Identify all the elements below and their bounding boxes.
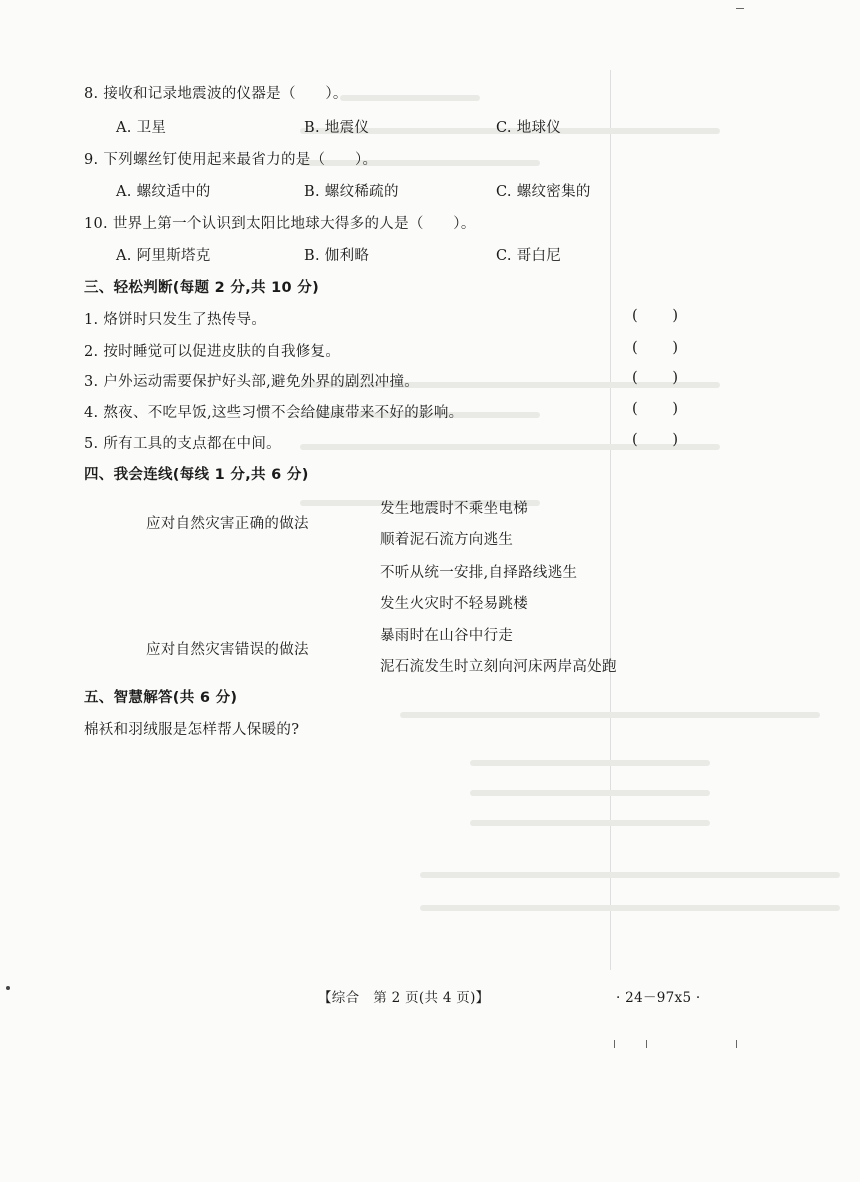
judge-item-3: 3. 户外运动需要保护好头部,避免外界的剧烈冲撞。	[84, 374, 420, 390]
scan-dot	[6, 986, 10, 990]
question-9-option-c: C. 螺纹密集的	[496, 184, 591, 200]
judge-item-5: 5. 所有工具的支点都在中间。	[84, 436, 281, 452]
judge-item-4: 4. 熬夜、不吃早饭,这些习惯不会给健康带来不好的影响。	[84, 405, 464, 421]
judge-item-2: 2. 按时睡觉可以促进皮肤的自我修复。	[84, 344, 341, 360]
question-8-option-a: A. 卫星	[116, 120, 167, 136]
bleed-through-text	[470, 790, 710, 796]
answer-paren-1[interactable]: ( )	[632, 308, 678, 324]
page-code: · 24－97x5 ·	[616, 990, 701, 1006]
question-8-option-b: B. 地震仪	[304, 120, 370, 136]
bleed-through-text	[420, 905, 840, 911]
judge-item-1: 1. 烙饼时只发生了热传导。	[84, 312, 267, 328]
match-left-correct[interactable]: 应对自然灾害正确的做法	[146, 516, 309, 532]
page-footer: 【综合 第 2 页(共 4 页)】	[318, 990, 490, 1006]
section-5-title: 五、智慧解答(共 6 分)	[84, 690, 238, 706]
bleed-through-text	[400, 712, 820, 718]
match-right-item-4[interactable]: 发生火灾时不轻易跳楼	[380, 596, 528, 612]
match-left-wrong[interactable]: 应对自然灾害错误的做法	[146, 642, 309, 658]
scan-tick	[736, 8, 744, 9]
bleed-through-text	[470, 760, 710, 766]
question-9-option-a: A. 螺纹适中的	[116, 184, 211, 200]
question-10-option-a: A. 阿里斯塔克	[116, 248, 211, 264]
match-right-item-3[interactable]: 不听从统一安排,自择路线逃生	[380, 565, 578, 581]
scan-tick	[736, 1040, 737, 1048]
answer-paren-5[interactable]: ( )	[632, 432, 678, 448]
section-5-question: 棉袄和羽绒服是怎样帮人保暖的?	[84, 722, 300, 738]
bleed-through-text	[470, 820, 710, 826]
match-right-item-1[interactable]: 发生地震时不乘坐电梯	[380, 501, 528, 517]
bleed-through-text	[340, 95, 480, 101]
bleed-through-text	[420, 872, 840, 878]
answer-paren-4[interactable]: ( )	[632, 401, 678, 417]
match-right-item-2[interactable]: 顺着泥石流方向逃生	[380, 532, 514, 548]
question-10-option-b: B. 伽利略	[304, 248, 370, 264]
section-4-title: 四、我会连线(每线 1 分,共 6 分)	[84, 467, 309, 483]
question-8-stem: 8. 接收和记录地震波的仪器是（ ）。	[84, 86, 348, 102]
question-10-option-c: C. 哥白尼	[496, 248, 562, 264]
scan-tick	[614, 1040, 615, 1048]
section-3-title: 三、轻松判断(每题 2 分,共 10 分)	[84, 280, 320, 296]
question-10-stem: 10. 世界上第一个认识到太阳比地球大得多的人是（ ）。	[84, 216, 476, 232]
question-9-option-b: B. 螺纹稀疏的	[304, 184, 399, 200]
question-9-stem: 9. 下列螺丝钉使用起来最省力的是（ ）。	[84, 152, 378, 168]
answer-paren-3[interactable]: ( )	[632, 370, 678, 386]
match-right-item-5[interactable]: 暴雨时在山谷中行走	[380, 628, 514, 644]
scan-tick	[646, 1040, 647, 1048]
match-right-item-6[interactable]: 泥石流发生时立刻向河床两岸高处跑	[380, 659, 617, 675]
answer-paren-2[interactable]: ( )	[632, 340, 678, 356]
question-8-option-c: C. 地球仪	[496, 120, 562, 136]
bleed-through-line	[610, 70, 611, 970]
